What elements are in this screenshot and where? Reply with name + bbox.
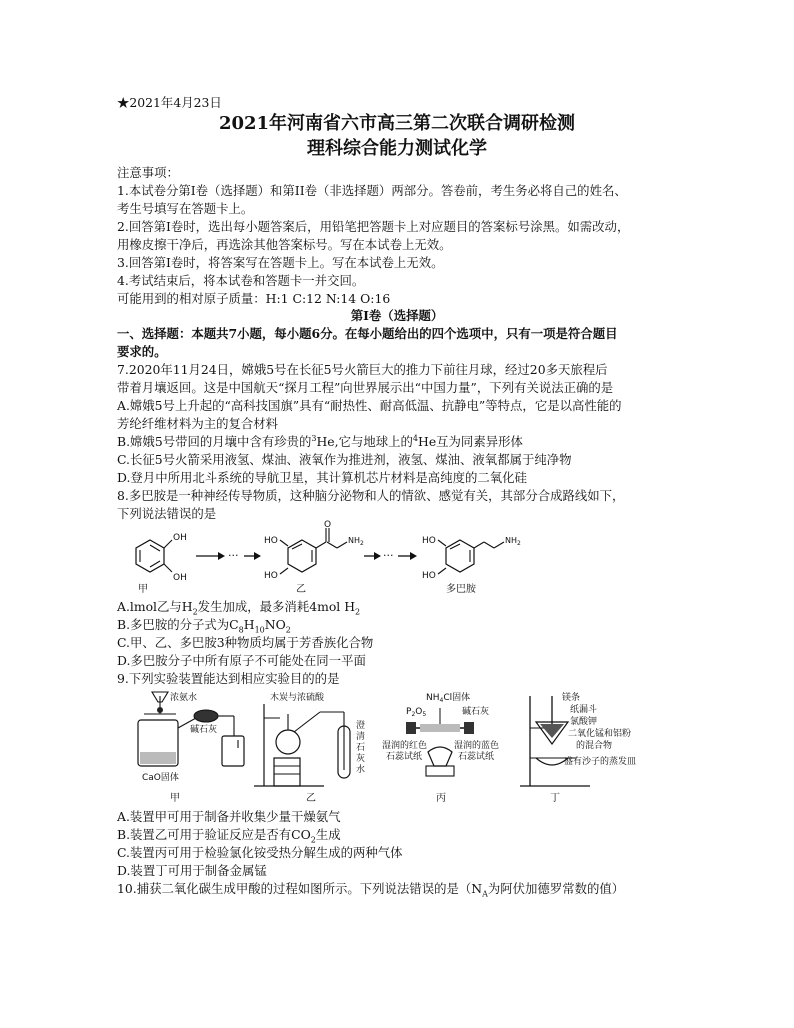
svg-text:湿润的红色: 湿润的红色	[382, 741, 428, 751]
apparatus-yi	[254, 691, 365, 804]
svg-text:石蕊试纸: 石蕊试纸	[386, 752, 423, 762]
svg-text:清: 清	[356, 732, 366, 742]
svg-text:丙: 丙	[436, 793, 446, 804]
svg-text:CaO固体: CaO固体	[142, 773, 179, 783]
q7-option-a-2: 芳纶纤维材料为主的复合材料	[117, 416, 279, 431]
q8-stem-2: 下列说法错误的是	[117, 506, 217, 521]
notes-heading: 注意事项：	[117, 165, 179, 180]
q8-option-a: A.lmol乙与$H_2$发生加成，最多消耗4mol $H_2$	[117, 599, 361, 617]
q7-stem-1: 7.2020年11月24日，嫦娥5号在长征5号火箭巨大的推力下前往月球，经过20多天旅程后	[117, 362, 608, 377]
yi-ho-2: HO	[264, 571, 278, 581]
svg-text:的混合物: 的混合物	[576, 741, 613, 751]
atomic-masses: 可能用到的相对原子质量：H:1 C:12 N:14 O:16	[117, 291, 391, 306]
yi-carbonyl-o: O	[324, 520, 332, 530]
q7-option-d: D.登月中所用北斗系统的导航卫星，其计算机芯片材料是高纯度的二氧化硅	[117, 470, 527, 485]
note-2b: 用橡皮擦干净后，再选涂其他答案标号。写在本试卷上无效。	[117, 237, 452, 252]
svg-text:澄: 澄	[356, 721, 366, 731]
exam-title: 2021年河南省六市高三第二次联合调研检测	[218, 113, 576, 134]
note-1b: 考生号填写在答题卡上。	[117, 201, 254, 216]
svg-text:水: 水	[356, 765, 366, 775]
apparatus-bing	[382, 691, 499, 804]
q8-option-c: C.甲、乙、多巴胺3种物质均属于芳香族化合物	[117, 635, 374, 650]
svg-text:甲: 甲	[170, 793, 180, 804]
svg-text:氯酸钾: 氯酸钾	[570, 717, 598, 727]
svg-text:石: 石	[356, 743, 366, 753]
q9-option-d: D.装置丁可用于制备金属锰	[117, 863, 267, 878]
q7-option-b: B.嫦娥5号带回的月壤中含有珍贵的$^3$He,它与地球上的$^4$He互为同素异形体	[117, 433, 523, 449]
apparatus-ding	[520, 691, 636, 804]
q7-option-c: C.长征5号火箭采用液氢、煤油、液氧作为推进剂，液氢、煤油、液氧都属于纯净物	[117, 452, 572, 467]
q8-option-b: B.多巴胺的分子式为$C_8H_{10}NO_2$	[117, 617, 291, 635]
jia-oh-2: OH	[173, 573, 187, 583]
dopamine-ho-2: HO	[422, 571, 436, 581]
svg-text:镁条: 镁条	[562, 693, 581, 703]
section-intro-1: 一、选择题：本题共7小题，每小题6分。在每小题给出的四个选项中，只有一项是符合题目	[117, 326, 618, 341]
exam-date: ★2021年4月23日	[117, 95, 222, 110]
note-3: 3.回答第I卷时，将答案写在答题卡上。写在本试卷上无效。	[117, 255, 444, 270]
apparatus-jia	[138, 691, 244, 804]
q9-option-c: C.装置丙可用于检验氯化铵受热分解生成的两种气体	[117, 845, 403, 860]
q8-option-d: D.多巴胺分子中所有原子不可能处在同一平面	[117, 653, 366, 668]
jia-oh-1: OH	[173, 533, 187, 543]
q10-stem: 10.捕获二氧化碳生成甲酸的过程如图所示。下列说法错误的是（$N_A$为阿伏加德罗常数的值）	[117, 881, 625, 899]
svg-text:碱石灰: 碱石灰	[190, 725, 218, 735]
q9-apparatus-figure	[124, 688, 684, 806]
note-1a: 1.本试卷分第I卷（选择题）和第II卷（非选择题）两部分。答卷前，考生务必将自己的姓名、	[117, 183, 627, 198]
section-heading: 第I卷（选择题）	[350, 308, 444, 323]
svg-text:P2O5: $P_2O_5$	[406, 707, 427, 718]
svg-text:碱石灰: 碱石灰	[462, 707, 490, 717]
label-yi: 乙	[296, 584, 306, 595]
svg-text:湿润的蓝色: 湿润的蓝色	[454, 741, 500, 751]
svg-text:盛有沙子的蒸发皿: 盛有沙子的蒸发皿	[564, 757, 637, 767]
q7-stem-2: 带着月壤返回。这是中国航天“探月工程”向世界展示出“中国力量”，下列有关说法正确的是	[117, 380, 614, 395]
section-intro-2: 要求的。	[117, 344, 167, 359]
q9-option-b: B.装置乙可用于验证反应是否有$CO_2$生成	[117, 827, 341, 845]
note-2a: 2.回答第I卷时，选出每小题答案后，用铅笔把答题卡上对应题目的答案标号涂黑。如需改动，	[117, 219, 630, 234]
dopamine-nh2: $NH_2$	[505, 536, 521, 547]
svg-text:乙: 乙	[306, 793, 316, 804]
q8-synthesis-scheme	[128, 518, 528, 596]
q9-option-a: A.装置甲可用于制备并收集少量干燥氨气	[117, 809, 341, 824]
svg-text:NH4Cl固体: $NH_4Cl$固体	[426, 693, 471, 704]
exam-subtitle: 理科综合能力测试化学	[307, 138, 487, 159]
label-jia: 甲	[138, 584, 148, 595]
svg-text:二氧化锰和铝粉: 二氧化锰和铝粉	[568, 729, 632, 739]
svg-text:灰: 灰	[356, 754, 366, 764]
svg-text:丁: 丁	[550, 793, 560, 804]
q7-option-a-1: A.嫦娥5号上升起的“高科技国旗”具有“耐热性、耐高低温、抗静电”等特点，它是以高性能的	[117, 398, 622, 413]
note-4: 4.考试结束后，将本试卷和答题卡一并交回。	[117, 273, 365, 288]
svg-text:石蕊试纸: 石蕊试纸	[458, 752, 495, 762]
label-dopamine: 多巴胺	[446, 584, 476, 595]
svg-text:木炭与浓硫酸: 木炭与浓硫酸	[270, 693, 325, 703]
dots-1: ···	[228, 549, 239, 562]
dopamine-ho-1: HO	[422, 536, 436, 546]
q9-stem: 9.下列实验装置能达到相应实验目的的是	[117, 671, 340, 686]
q8-stem-1: 8.多巴胺是一种神经传导物质，这种脑分泌物和人的情欲、感觉有关，其部分合成路线如下，	[117, 488, 625, 503]
svg-text:浓氨水: 浓氨水	[170, 693, 198, 703]
yi-ho-1: HO	[264, 536, 278, 546]
dots-2: ···	[383, 549, 394, 562]
yi-nh2: $NH_2$	[348, 536, 364, 547]
svg-text:纸漏斗: 纸漏斗	[570, 705, 598, 715]
